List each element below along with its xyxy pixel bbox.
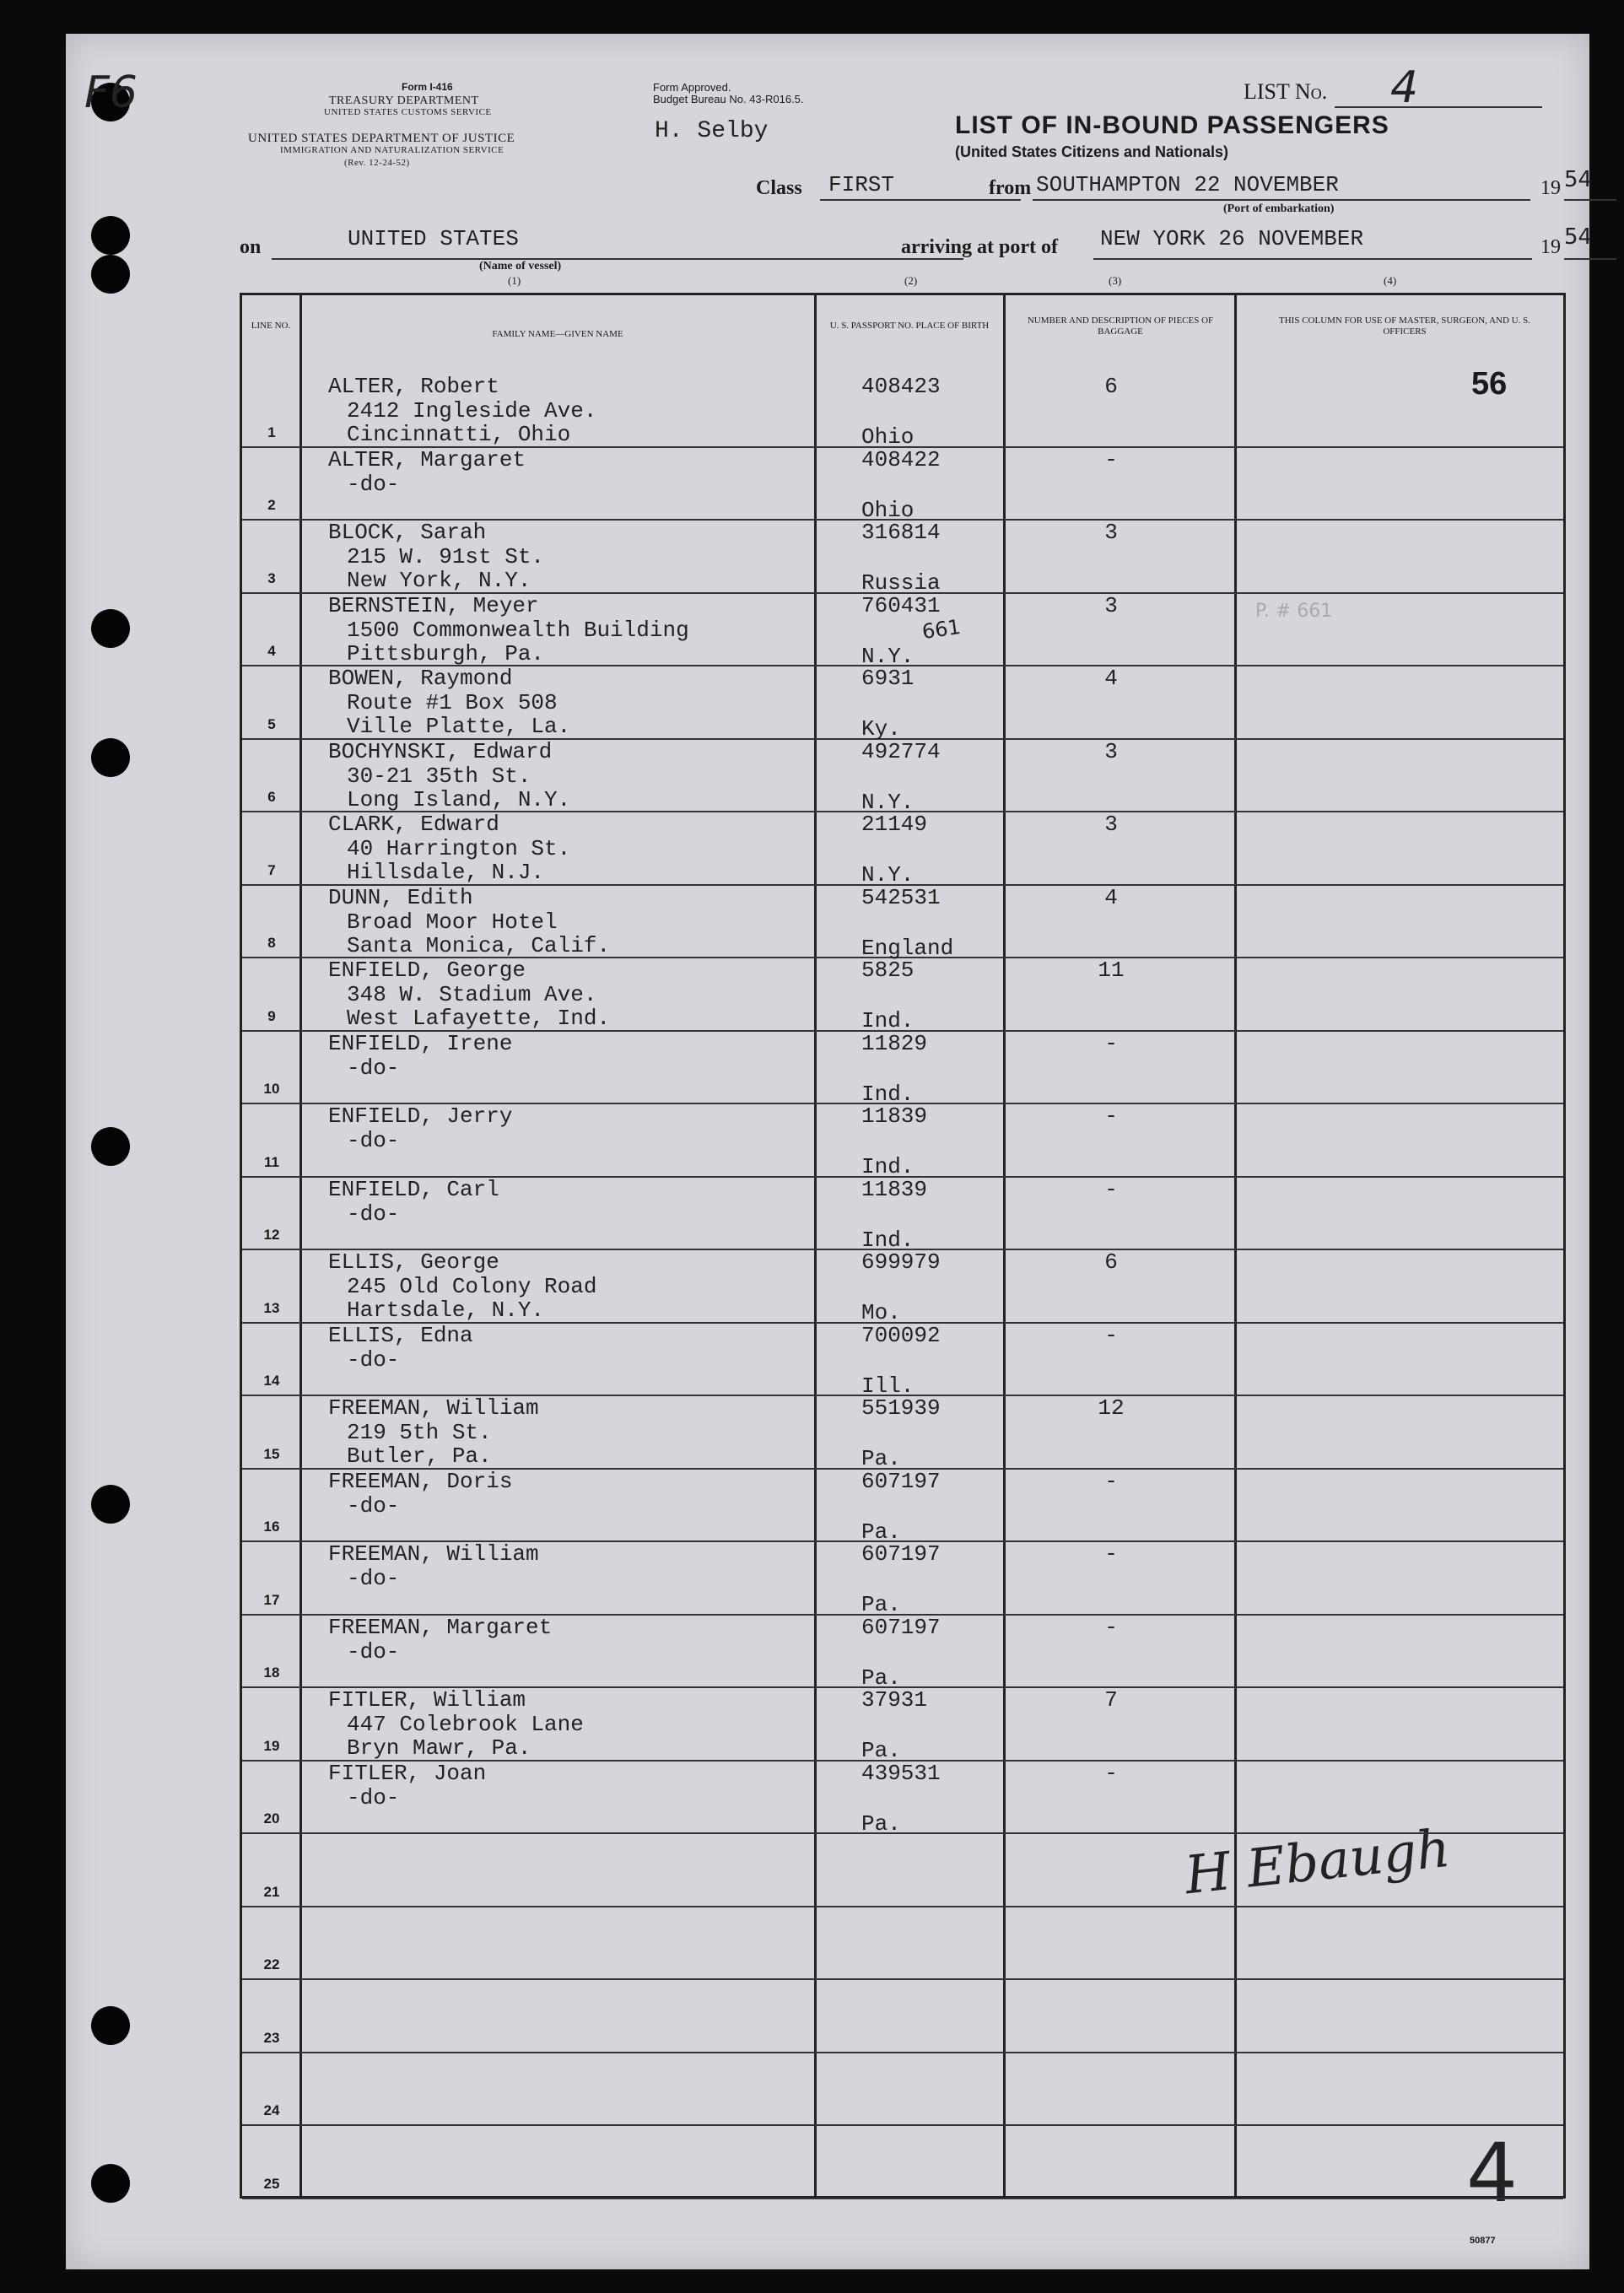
form-title: LIST OF IN-BOUND PASSENGERS (955, 111, 1389, 139)
passenger-name: BLOCK, Sarah (328, 520, 487, 545)
baggage-count: 4 (1104, 666, 1118, 691)
line-number: 15 (263, 1445, 280, 1462)
service-1: UNITED STATES CUSTOMS SERVICE (324, 107, 492, 117)
line-number: 5 (267, 715, 276, 732)
place-of-birth: Pa. (861, 1519, 901, 1545)
passport-number: 492774 (861, 738, 941, 764)
passenger-table (240, 293, 1566, 2199)
line-number: 25 (263, 2175, 280, 2192)
baggage-count: - (1104, 1322, 1118, 1348)
passport-number: 551939 (861, 1395, 941, 1421)
class-label: Class (756, 177, 802, 199)
place-of-birth: Ohio (861, 424, 915, 450)
table-row (242, 1249, 1563, 1325)
table-row (242, 1906, 1563, 1979)
passenger-name: ENFIELD, Carl (328, 1176, 499, 1202)
passenger-address-1: -do- (347, 1055, 400, 1081)
table-row (242, 1468, 1563, 1545)
passenger-name: CLARK, Edward (328, 812, 499, 837)
table-row (242, 738, 1563, 815)
col-header-name: FAMILY NAME—GIVEN NAME (492, 329, 623, 339)
table-row (242, 665, 1563, 742)
line-number: 12 (263, 1227, 280, 1243)
table-row (242, 1176, 1563, 1253)
form-approved: Form Approved. (653, 81, 731, 94)
place-of-birth: Pa. (861, 1810, 901, 1837)
passenger-name: FITLER, William (328, 1687, 526, 1713)
line-number: 11 (264, 1153, 279, 1170)
passenger-address-1: 245 Old Colony Road (347, 1274, 597, 1299)
passport-number: 11839 (861, 1103, 928, 1129)
passport-number: 5825 (861, 958, 915, 983)
line-number: 20 (263, 1810, 280, 1826)
passenger-name: ENFIELD, Jerry (328, 1103, 513, 1129)
passport-number: 607197 (861, 1468, 941, 1494)
from-label: from (989, 177, 1032, 199)
place-of-birth: Ind. (861, 1154, 915, 1179)
passenger-address-1: 2412 Ingleside Ave. (347, 398, 597, 424)
passenger-address-2: Santa Monica, Calif. (347, 932, 611, 958)
punch-hole (91, 1127, 130, 1166)
place-of-birth: Ind. (861, 1227, 915, 1253)
baggage-count: 6 (1104, 1249, 1118, 1275)
list-no-label: LIST No. (1244, 79, 1328, 104)
passenger-name: FREEMAN, Margaret (328, 1614, 553, 1640)
place-of-birth: Ind. (861, 1008, 915, 1033)
vessel-name: UNITED STATES (348, 226, 519, 251)
place-of-birth: Pa. (861, 1592, 901, 1617)
passport-correction: 661 (920, 614, 963, 644)
arriving-year-prefix: 19 (1540, 236, 1561, 258)
line-number: 7 (267, 861, 276, 878)
passenger-address-2: West Lafayette, Ind. (347, 1006, 611, 1031)
line-number: 23 (263, 2029, 280, 2046)
passenger-address-1: -do- (347, 1492, 400, 1519)
class-value: FIRST (828, 172, 895, 197)
passenger-address-2: Cincinnatti, Ohio (347, 422, 571, 447)
table-row (242, 1540, 1563, 1617)
arriving-label: arriving at port of (901, 236, 1058, 258)
line-number: 6 (267, 789, 276, 805)
table-row (242, 373, 1563, 450)
from-value: SOUTHAMPTON 22 NOVEMBER (1036, 172, 1339, 197)
vessel-col-num: (1) (508, 274, 521, 287)
passenger-name: FREEMAN, Doris (328, 1468, 513, 1494)
passenger-address-1: Route #1 Box 508 (347, 690, 558, 715)
passport-number: 408423 (861, 374, 941, 399)
on-label: on (240, 236, 262, 258)
passenger-address-2: Ville Platte, La. (347, 714, 571, 739)
passenger-name: BOCHYNSKI, Edward (328, 738, 553, 764)
passenger-name: ALTER, Margaret (328, 446, 526, 472)
table-row (242, 1832, 1563, 1906)
punch-hole (91, 1485, 130, 1524)
table-row (242, 1103, 1563, 1179)
line-number: 13 (263, 1299, 280, 1316)
col-header-officers: THIS COLUMN FOR USE OF MASTER, SURGEON, AND U. S. OFFICERS (1279, 316, 1530, 337)
officer-name: H. Selby (655, 118, 769, 144)
place-of-birth: N.Y. (861, 643, 915, 669)
row-divider (242, 2198, 1563, 2199)
table-row (242, 1686, 1563, 1763)
line-number: 4 (267, 643, 276, 659)
place-of-birth: N.Y. (861, 789, 915, 815)
passport-number: 37931 (861, 1687, 928, 1713)
passport-number: 607197 (861, 1541, 941, 1567)
table-row (242, 1978, 1563, 2052)
place-of-birth: Ind. (861, 1081, 915, 1107)
passenger-name: ENFIELD, Irene (328, 1030, 513, 1056)
passenger-name: DUNN, Edith (328, 884, 473, 910)
table-row (242, 592, 1563, 669)
place-of-birth: N.Y. (861, 862, 915, 888)
passenger-address-1: -do- (347, 471, 400, 497)
passenger-address-1: 348 W. Stadium Ave. (347, 982, 597, 1007)
line-number: 9 (267, 1007, 276, 1024)
baggage-count: - (1104, 1176, 1118, 1202)
from-year: 54 (1564, 167, 1593, 192)
punch-hole (91, 2164, 130, 2203)
baggage-count: 7 (1104, 1687, 1118, 1713)
table-row (242, 446, 1563, 523)
passport-number: 607197 (861, 1614, 941, 1640)
place-of-birth: England (861, 935, 954, 961)
table-row (242, 1614, 1563, 1691)
line-number: 2 (267, 497, 276, 513)
passenger-address-2: Hillsdale, N.J. (347, 860, 545, 885)
passenger-address-1: 30-21 35th St. (347, 763, 531, 789)
baggage-count: - (1104, 446, 1118, 472)
table-row (242, 1030, 1563, 1107)
line-number: 14 (263, 1373, 280, 1389)
passport-number: 439531 (861, 1760, 941, 1786)
line-number: 8 (267, 935, 276, 951)
passenger-address-1: -do- (347, 1638, 400, 1664)
revision: (Rev. 12-24-52) (344, 158, 410, 168)
baggage-count: 3 (1104, 812, 1118, 837)
col-header-line: LINE NO. (251, 321, 291, 331)
passenger-name: FITLER, Joan (328, 1760, 487, 1786)
passport-number: 316814 (861, 520, 941, 545)
baggage-count: - (1104, 1103, 1118, 1129)
line-number: 24 (263, 2102, 280, 2118)
passenger-address-1: -do- (347, 1566, 400, 1591)
passenger-address-1: -do- (347, 1784, 400, 1810)
port-embarkation-label: (Port of embarkation) (1223, 202, 1335, 215)
passenger-address-1: -do- (347, 1128, 400, 1153)
passport-number: 760431 (861, 592, 941, 618)
place-of-birth: Ohio (861, 497, 915, 523)
stamp-number: 56 (1471, 366, 1508, 402)
passport-number: 408422 (861, 446, 941, 472)
passenger-address-1: 447 Colebrook Lane (347, 1712, 584, 1737)
line-number: 1 (267, 424, 276, 440)
passenger-address-2: Long Island, N.Y. (347, 786, 571, 812)
passenger-address-1: -do- (347, 1200, 400, 1227)
line-number: 17 (263, 1591, 280, 1608)
col3-number: (3) (1109, 274, 1122, 287)
line-number: 21 (263, 1883, 280, 1900)
punch-hole (91, 216, 130, 255)
table-row (242, 1395, 1563, 1471)
passport-number: 11829 (861, 1030, 928, 1056)
budget-bureau: Budget Bureau No. 43-R016.5. (653, 93, 804, 105)
table-row (242, 957, 1563, 1033)
passenger-name: FREEMAN, William (328, 1395, 539, 1421)
baggage-count: - (1104, 1760, 1118, 1786)
baggage-count: - (1104, 1541, 1118, 1567)
col-header-passport: U. S. PASSPORT NO. PLACE OF BIRTH (829, 321, 990, 331)
baggage-count: 3 (1104, 592, 1118, 618)
place-of-birth: Pa. (861, 1664, 901, 1691)
passport-number: 542531 (861, 884, 941, 910)
passenger-address-2: Pittsburgh, Pa. (347, 640, 545, 666)
col-header-baggage: NUMBER AND DESCRIPTION OF PIECES OF BAGGAGE (1027, 316, 1214, 337)
passenger-address-1: 215 W. 91st St. (347, 544, 545, 569)
line-number: 18 (263, 1664, 280, 1681)
place-of-birth: Pa. (861, 1738, 901, 1763)
place-of-birth: Mo. (861, 1300, 901, 1325)
line-number: 16 (263, 1519, 280, 1535)
punch-hole (91, 738, 130, 777)
arriving-value: NEW YORK 26 NOVEMBER (1100, 226, 1364, 251)
page-number: 4 (1466, 2126, 1519, 2220)
passenger-name: ELLIS, Edna (328, 1322, 473, 1348)
passenger-address-2: Bryn Mawr, Pa. (347, 1735, 531, 1761)
arriving-year: 54 (1564, 224, 1593, 250)
baggage-count: - (1104, 1030, 1118, 1056)
table-row (242, 1760, 1563, 1837)
passenger-name: ALTER, Robert (328, 374, 499, 399)
department-1: TREASURY DEPARTMENT (329, 94, 479, 107)
form-number: Form I-416 (402, 81, 453, 93)
punch-hole (91, 255, 130, 294)
table-row (242, 811, 1563, 888)
from-year-prefix: 19 (1540, 177, 1561, 199)
corner-mark: F6 (84, 67, 138, 118)
passenger-address-2: New York, N.Y. (347, 568, 531, 593)
baggage-count: 11 (1098, 958, 1125, 983)
table-row (242, 2124, 1563, 2198)
passenger-name: BOWEN, Raymond (328, 666, 513, 691)
baggage-count: 12 (1098, 1395, 1125, 1421)
vessel-label: (Name of vessel) (479, 260, 562, 272)
print-code: 50877 (1470, 2236, 1496, 2246)
passenger-name: BERNSTEIN, Meyer (328, 592, 539, 618)
passenger-name: ENFIELD, George (328, 958, 526, 983)
form-subtitle: (United States Citizens and Nationals) (955, 143, 1229, 160)
col2-number: (2) (904, 274, 918, 287)
passenger-address-1: Broad Moor Hotel (347, 909, 558, 935)
line-number: 19 (263, 1737, 280, 1754)
passenger-address-1: 1500 Commonwealth Building (347, 617, 689, 643)
table-row (242, 2052, 1563, 2125)
passport-number: 700092 (861, 1322, 941, 1348)
baggage-count: - (1104, 1468, 1118, 1494)
passport-number: 6931 (861, 666, 915, 691)
line-number: 10 (263, 1081, 280, 1097)
punch-hole (91, 2006, 130, 2045)
passenger-address-2: Butler, Pa. (347, 1443, 492, 1469)
table-row (242, 519, 1563, 596)
punch-hole (91, 609, 130, 648)
baggage-count: 4 (1104, 884, 1118, 910)
line-number: 22 (263, 1956, 280, 1972)
passenger-address-1: -do- (347, 1346, 400, 1373)
baggage-count: 3 (1104, 520, 1118, 545)
baggage-count: 6 (1104, 374, 1118, 399)
passport-number: 21149 (861, 812, 928, 837)
table-row (242, 1322, 1563, 1399)
passenger-address-1: 219 5th St. (347, 1420, 492, 1445)
passenger-name: ELLIS, George (328, 1249, 499, 1275)
department-2: UNITED STATES DEPARTMENT OF JUSTICE (248, 132, 515, 145)
list-no-value: 4 (1390, 62, 1419, 113)
passenger-address-2: Hartsdale, N.Y. (347, 1298, 545, 1323)
service-2: IMMIGRATION AND NATURALIZATION SERVICE (280, 145, 504, 155)
passport-number: 11839 (861, 1176, 928, 1202)
place-of-birth: Pa. (861, 1446, 901, 1471)
line-number: 3 (267, 569, 276, 586)
place-of-birth: Ill. (861, 1373, 915, 1399)
officer-signature: H Ebaugh (1182, 1816, 1454, 1907)
place-of-birth: Ky. (861, 716, 901, 742)
passenger-name: FREEMAN, William (328, 1541, 539, 1567)
place-of-birth: Russia (861, 570, 941, 596)
officer-note: P. # 661 (1255, 601, 1333, 622)
table-row (242, 884, 1563, 961)
passenger-address-1: 40 Harrington St. (347, 836, 571, 861)
baggage-count: - (1104, 1614, 1118, 1640)
baggage-count: 3 (1104, 738, 1118, 764)
col4-number: (4) (1384, 274, 1397, 287)
passport-number: 699979 (861, 1249, 941, 1275)
